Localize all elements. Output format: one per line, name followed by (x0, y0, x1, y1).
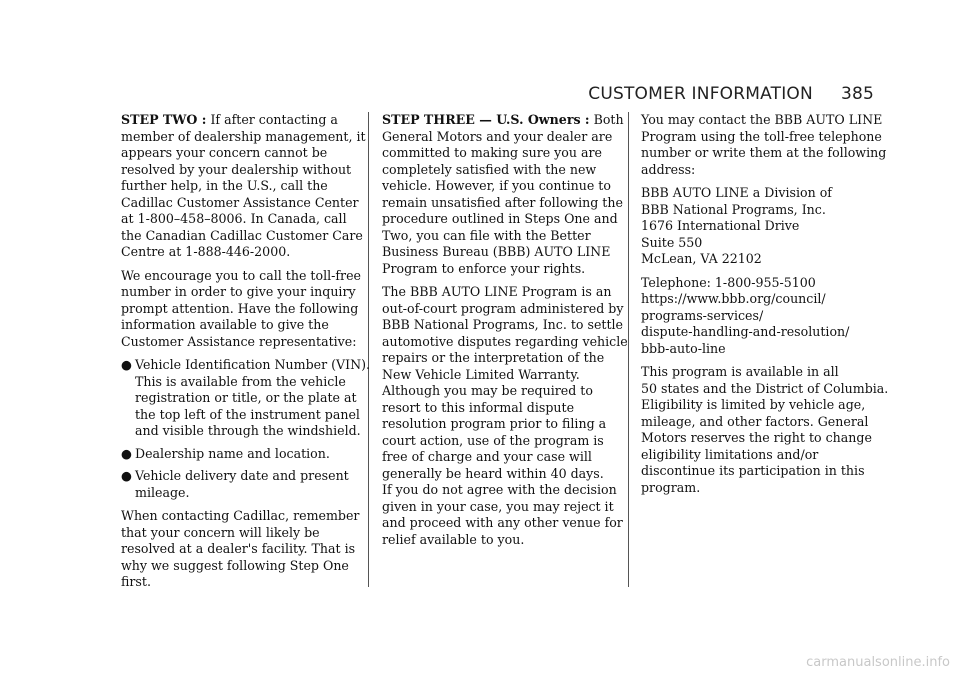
text-line: The BBB AUTO LINE Program is an (382, 284, 612, 299)
text-line: resort to this informal dispute (382, 399, 575, 415)
text-line: eligibility limitations and/or (641, 446, 819, 462)
step-two-paragraph (121, 112, 366, 261)
text-line: Vehicle Identification Number (VIN). (135, 357, 371, 372)
contact-paragraph (641, 112, 887, 178)
list-item (121, 357, 371, 440)
step-three-label: STEP THREE — U.S. Owners : (382, 112, 590, 127)
section-title: CUSTOMER INFORMATION (588, 84, 813, 104)
text-line: and proceed with any other venue for (382, 515, 623, 530)
text-line: member of dealership management, it (121, 128, 366, 144)
text-line: relief available to you. (382, 531, 525, 547)
bullet-icon: ● (121, 445, 132, 461)
url-line: https://www.bbb.org/council/ (641, 291, 826, 306)
text-line: Program to enforce your rights. (382, 260, 586, 276)
text-line: Program using the toll-free telephone (641, 128, 882, 144)
page-header (588, 84, 874, 104)
text-line: first. (121, 574, 151, 589)
text-line: When contacting Cadillac, remember (121, 508, 360, 523)
text-line: why we suggest following Step One (121, 557, 349, 573)
text-line: If you do not agree with the decision (382, 482, 617, 497)
text-line: This is available from the vehicle (135, 373, 346, 389)
text-line: the top left of the instrument panel (135, 406, 360, 422)
text-line: discontinue its participation in this (641, 463, 865, 478)
text-line: number or write them at the following (641, 145, 887, 160)
text-line: BBB National Programs, Inc. (641, 201, 826, 217)
text-line: Vehicle delivery date and present (135, 468, 349, 483)
text-line: Suite 550 (641, 234, 703, 250)
text-line: McLean, VA 22102 (641, 251, 762, 266)
text-line: 50 states and the District of Columbia. (641, 380, 889, 396)
text-line: registration or title, or the plate at (135, 390, 357, 405)
column-divider-2 (628, 112, 629, 587)
text-line: program. (641, 479, 701, 495)
closing-paragraph (121, 508, 361, 591)
program-paragraph (382, 284, 628, 548)
text-line: out-of-court program administered by (382, 300, 624, 316)
encourage-paragraph (121, 268, 361, 351)
text-line: Eligibility is limited by vehicle age, (641, 397, 866, 412)
text-line: the Canadian Cadillac Customer Care (121, 227, 363, 243)
url-line: dispute-handling-and-resolution/ (641, 324, 850, 339)
text-line: Business Bureau (BBB) AUTO LINE (382, 244, 611, 259)
url-line: programs-services/ (641, 307, 764, 323)
text-line: prompt attention. Have the following (121, 300, 359, 316)
text-line: remain unsatisfied after following the (382, 194, 623, 210)
text-line: given in your case, you may reject it (382, 498, 614, 514)
text-line: and visible through the windshield. (135, 423, 361, 438)
text-line: at 1-800–458–8006. In Canada, call (121, 211, 347, 226)
text-line: procedure outlined in Steps One and (382, 211, 618, 226)
info-bullet-list (121, 357, 371, 501)
address-block (641, 185, 881, 268)
text-line: Both (589, 112, 624, 127)
text-line: court action, use of the program is (382, 432, 604, 448)
bullet-icon: ● (121, 468, 132, 483)
text-line: Two, you can file with the Better (382, 227, 591, 243)
text-line: further help, in the U.S., call the (121, 178, 328, 193)
text-line: repairs or the interpretation of the (382, 350, 605, 365)
text-line: committed to making sure you are (382, 145, 602, 160)
telephone-block (641, 275, 881, 358)
text-line: BBB AUTO LINE a Division of (641, 185, 832, 200)
text-line: free of charge and your case will (382, 449, 592, 464)
column-3 (641, 112, 889, 503)
text-line: automotive disputes regarding vehicle (382, 333, 628, 349)
text-line: resolved by your dealership without (121, 161, 352, 177)
column-1 (121, 112, 371, 598)
text-line: You may contact the BBB AUTO LINE (641, 112, 883, 127)
text-line: Motors reserves the right to change (641, 430, 872, 445)
bullet-icon: ● (121, 357, 132, 372)
text-line: generally be heard within 40 days. (382, 465, 604, 481)
telephone-line: Telephone: 1-800-955-5100 (641, 274, 816, 290)
text-line: information available to give the (121, 317, 329, 332)
step-two-label: STEP TWO : (121, 112, 207, 127)
text-line: number in order to give your inquiry (121, 284, 356, 299)
text-line: mileage. (135, 484, 190, 500)
text-line: Customer Assistance representative: (121, 333, 357, 349)
text-line: address: (641, 161, 696, 177)
column-divider-1 (368, 112, 369, 587)
text-line: that your concern will likely be (121, 524, 320, 540)
text-line: mileage, and other factors. General (641, 413, 869, 429)
text-line: Cadillac Customer Assistance Center (121, 194, 359, 210)
text-line: resolution program prior to filing a (382, 416, 607, 431)
text-line: Dealership name and location. (135, 445, 330, 461)
text-line: resolved at a dealer's facility. That is (121, 541, 356, 556)
text-line: vehicle. However, if you continue to (382, 178, 611, 193)
text-line: appears your concern cannot be (121, 145, 328, 160)
text-line: New Vehicle Limited Warranty. (382, 366, 580, 382)
text-line: We encourage you to call the toll-free (121, 267, 361, 283)
page-number: 385 (840, 84, 874, 104)
column-2 (382, 112, 628, 555)
text-line: 1676 International Drive (641, 218, 800, 233)
text-line: Although you may be required to (382, 383, 593, 398)
text-line: If after contacting a (206, 112, 338, 127)
text-line: BBB National Programs, Inc. to settle (382, 317, 624, 332)
text-line: General Motors and your dealer are (382, 128, 613, 144)
text-line: completely satisfied with the new (382, 161, 597, 177)
text-line: Centre at 1-888-446-2000. (121, 244, 291, 259)
step-three-paragraph (382, 112, 622, 277)
watermark: carmanualsonline.info (806, 655, 950, 670)
availability-paragraph (641, 364, 889, 496)
list-item (121, 468, 361, 501)
url-line: bbb-auto-line (641, 340, 726, 356)
text-line: This program is available in all (641, 364, 839, 379)
list-item (121, 446, 361, 463)
